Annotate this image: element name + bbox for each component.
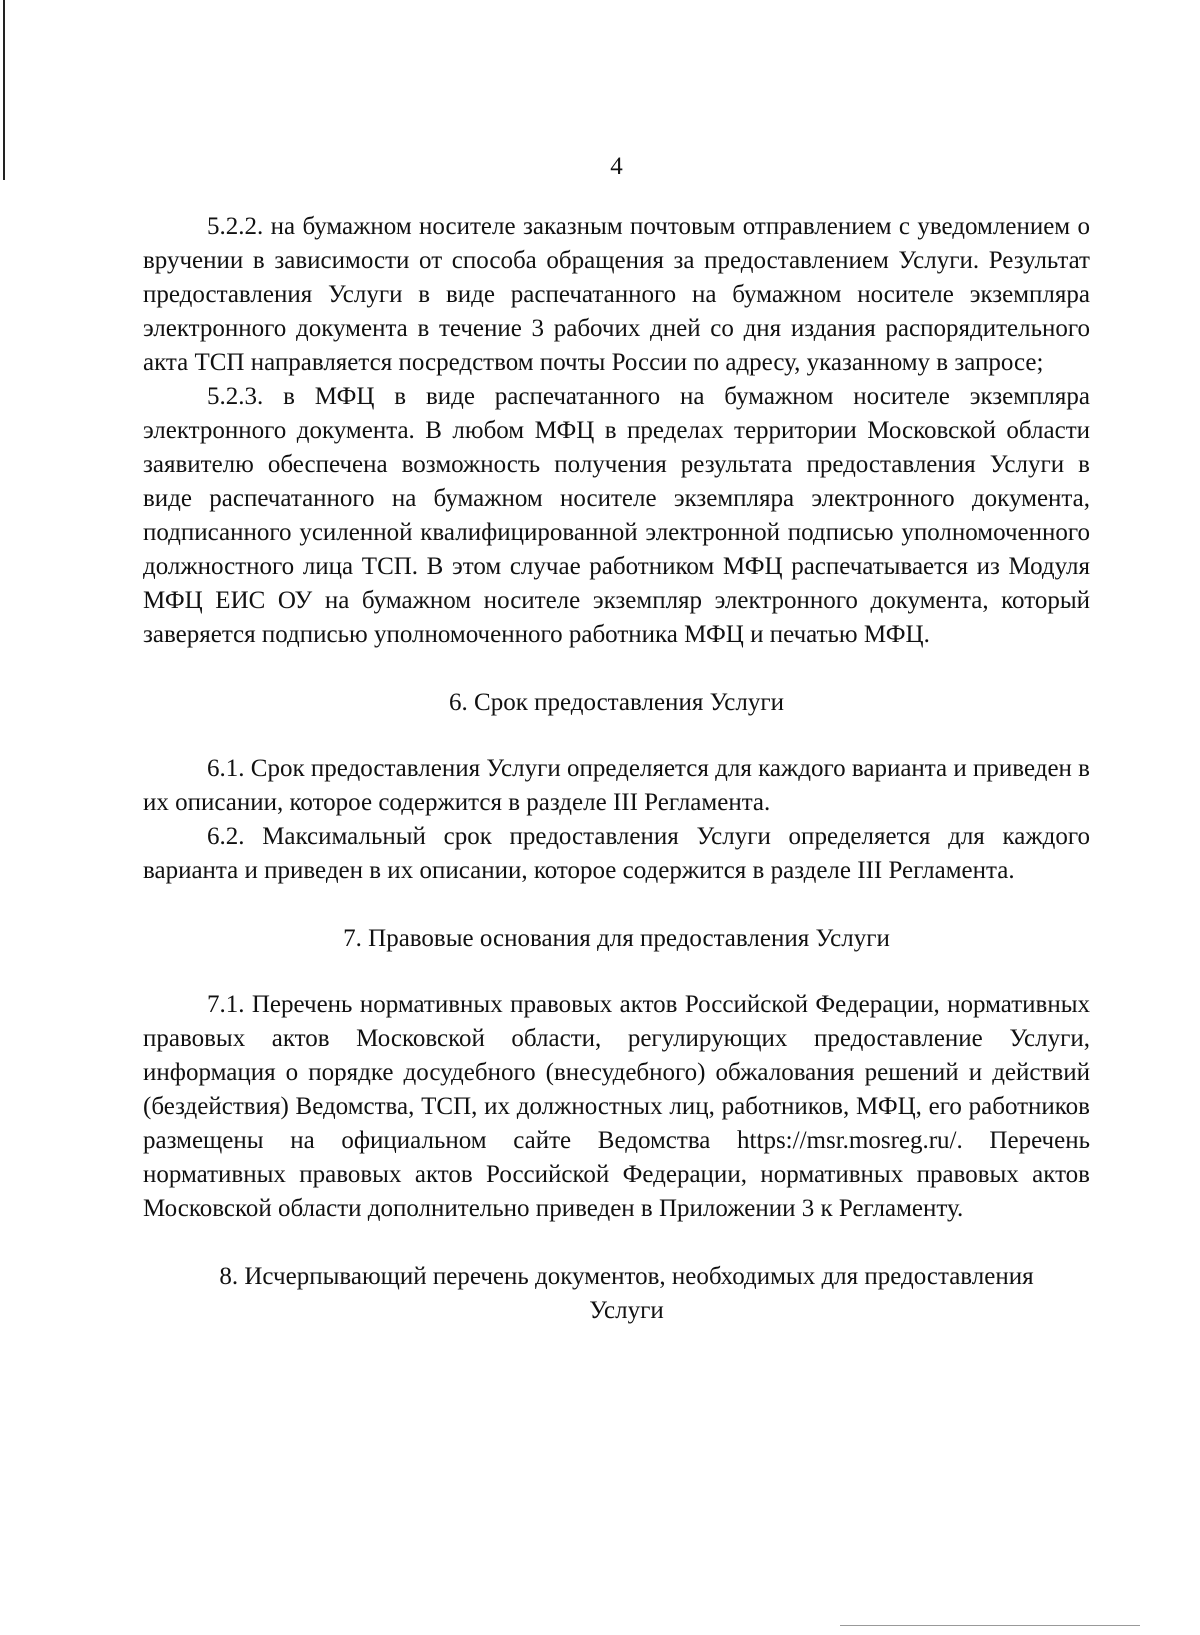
section-8-heading: 8. Исчерпывающий перечень документов, необходимых для предоставления Услуги [219,1263,1034,1324]
page-number: 4 [610,153,623,180]
paragraph-5-2-3: 5.2.3. в МФЦ в виде распечатанного на бумажном носителе экземпляра электронного документа. В любом МФЦ в пределах территории Московской области заявителю обеспечена возможность получения результата предоставления Услуги в виде распечатанного на бумажном носителе экземпляра электронного документа, подписанного усиленной квалифицированной электронной подписью уполномоченного должностного лица ТСП. В этом случае работником МФЦ распечатывается из Модуля МФЦ ЕИС ОУ на бумажном носителе экземпляр электронного документа, который заверяется подписью уполномоченного работника МФЦ и печатью МФЦ. [143,383,1090,648]
section-7-heading: 7. Правовые основания для предоставления Услуги [343,925,890,952]
section-6-heading: 6. Срок предоставления Услуги [449,689,784,716]
paragraph-6-2: 6.2. Максимальный срок предоставления Услуги определяется для каждого варианта и приведен в их описании, которое содержится в разделе III Регламента. [143,823,1090,884]
paragraph-7-1: 7.1. Перечень нормативных правовых актов Российской Федерации, нормативных правовых актов Московской области, регулирующих предоставление Услуги, информация о порядке досудебного (внесудебного) обжалования решений и действий (бездействия) Ведомства, ТСП, их должностных лиц, работников, МФЦ, его работников размещены на официальном сайте Ведомства https://msr.mosreg.ru/. Перечень нормативных правовых актов Российской Федерации, нормативных правовых актов Московской области дополнительно приведен в Приложении 3 к Регламенту. [143,991,1090,1222]
bottom-scan-line [840,1625,1140,1626]
paragraph-6-1: 6.1. Срок предоставления Услуги определяется для каждого варианта и приведен в их описании, которое содержится в разделе III Регламента. [143,755,1090,816]
scan-edge-mark [3,0,5,180]
document-page [143,150,1090,1328]
paragraph-5-2-2: 5.2.2. на бумажном носителе заказным почтовым отправлением с уведомлением о вручении в зависимости от способа обращения за предоставлением Услуги. Результат предоставления Услуги в виде распечатанного на бумажном носителе экземпляра электронного документа в течение 3 рабочих дней со дня издания распорядительного акта ТСП направляется посредством почты России по адресу, указанному в запросе; [143,213,1090,376]
